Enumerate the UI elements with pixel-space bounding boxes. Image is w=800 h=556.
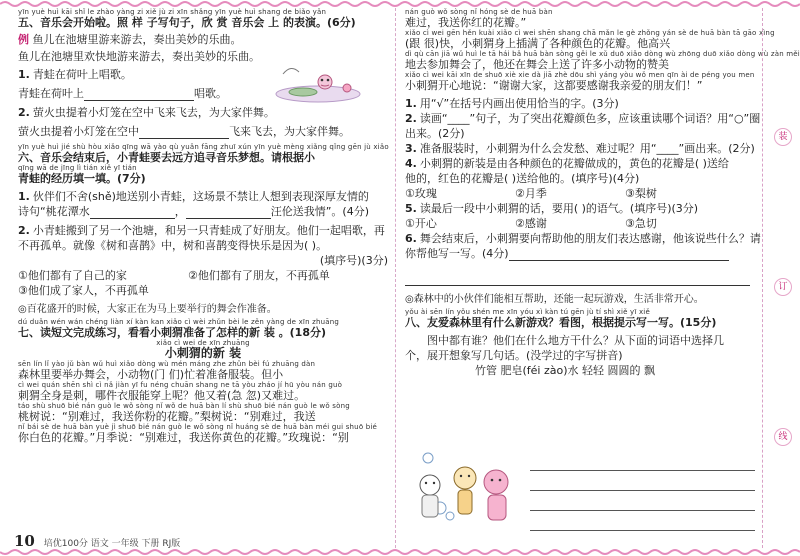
example-label: 例 — [18, 33, 29, 46]
s7-question-2b: 出来。(2分) — [405, 127, 465, 140]
s6-option-3: ③他们成了家人，不再孤单 — [18, 284, 149, 297]
workbook-spread — [0, 8, 800, 548]
binding-mark: 线 — [774, 428, 792, 446]
pinyin-line: dì qù cān jiā wǔ huì le tā hái bǎ huā bàn sòng gěi le xǔ duō xiǎo dòng wù zhōng duō xiǎo dòng wù zàn měi — [405, 50, 800, 58]
pinyin-line: xiǎo cì wei kāi xīn de shuō xiè xie dà jiā zhè dōu shì yáng yòu wǒ men qīn ài de péng you men — [405, 71, 755, 79]
section-8-title: 八、友爱森林里有什么新游戏？看图，根据提示写一写。(15分) — [405, 316, 717, 329]
story-line: 你白色的花瓣。”月季说：“别难过，我送你黄色的花瓣。”玫瑰说：“别 — [18, 431, 349, 444]
example-text-2: 鱼儿在池塘里欢快地游来游去，奏出美妙的乐曲。 — [18, 50, 260, 63]
answer-blank[interactable] — [186, 208, 271, 219]
top-wavy-border — [0, 0, 800, 8]
story-line: 地去参加舞会了，他还在舞会上送了许多小动物的赞美 — [405, 58, 669, 71]
section-6-title-2: 青蛙的经历填一填。(7分) — [18, 172, 146, 185]
s6-options-row-1: ①他们都有了自己的家 ②他们都有了朋友，不再孤单 — [18, 269, 330, 282]
story-line: 小刺猬开心地说：“谢谢大家，这都要感谢我亲爱的朋友们！” — [405, 79, 703, 92]
s6-question-2: 2. 小青蛙搬到了另一个池塘，和另一只青蛙成了好朋友。他们一起唱歌，再 — [18, 224, 385, 237]
s7-question-4: 4. 小刺猬的新装是由各种颜色的花瓣做成的，黄色的花瓣是( )送给 — [405, 157, 729, 170]
pinyin-line: nán guò wǒ sòng nǐ hóng sè de huā bàn — [405, 8, 553, 16]
example-text-1: 鱼儿在池塘里游来游去，奏出美妙的乐曲。 — [32, 33, 242, 46]
s5-answer-1[interactable]: 青蛙在荷叶上 唱歌。 — [18, 87, 227, 100]
s7-question-6-answer[interactable]: 你帮他写一写。(4分) — [405, 246, 760, 261]
pinyin-line: yīn yuè huì jié shù hòu xiǎo qīng wā yào qù yuǎn fāng zhuī xún yīn yuè mèng xiǎng qǐng gēn jù xiǎo — [18, 143, 389, 151]
pinyin-line: táo shù shuō bié nán guò le wǒ sòng nǐ wǒ de huā bàn lí shù shuō bié nán guò le wǒ sòng — [18, 402, 350, 410]
section-5-title: 五、音乐会开始啦。照 样 子写句子，欣 赏 音乐会 上 的表演。(6分) — [18, 16, 356, 29]
writing-line[interactable] — [530, 530, 755, 531]
binding-mark: 订 — [774, 278, 792, 296]
story-line: (跟 很)快，小刺猬身上插满了各种颜色的花瓣。他高兴 — [405, 37, 671, 50]
story-line: 桃树说：“别难过，我送你粉的花瓣。”梨树说：“别难过，我送 — [18, 410, 316, 423]
frog-pond-illustration — [263, 62, 363, 104]
bottom-wavy-border — [0, 548, 800, 556]
center-gutter — [395, 8, 405, 548]
pinyin-line: nǐ bái sè de huā bàn yuè jì shuō bié nán guò le wǒ sòng nǐ huáng sè de huā bàn méi gui shuō bié — [18, 423, 378, 431]
story-title: 小刺猬的新 装 — [164, 346, 242, 360]
s7-question-3: 3. 准备服装时，小刺猬为什么会发愁、难过呢？用“____”画出来。(2分) — [405, 142, 755, 155]
story-line: 森林里要举办舞会，小动物(门 们)忙着准备服装。但小 — [18, 368, 284, 381]
s5-answer-2[interactable]: 萤火虫提着小灯笼在空中 飞来飞去，为大家伴舞。 — [18, 125, 350, 138]
binding-strip — [762, 8, 800, 548]
answer-blank[interactable] — [509, 250, 729, 261]
pinyin-line: xiǎo cì wei de xīn zhuāng — [156, 339, 250, 347]
s6-question-1: 1. 伙伴们不舍(shě)地送别小青蛙，这场景不禁让人想到表现深厚友情的 — [18, 190, 369, 203]
answer-line[interactable] — [405, 275, 750, 286]
s8-word-bank: 竹管 肥皂(féi zào)水 轻轻 圆圆的 飘 — [475, 364, 656, 377]
s6-question-2b: 不再孤单。就像《树和喜鹊》中，树和喜鹊变得快乐是因为( )。 — [18, 239, 328, 252]
s7-question-5-options: ①开心 ②感谢 ③急切 — [405, 217, 657, 230]
s7-question-4b: 他的，红色的花瓣是( )送给他的。(填序号)(4分) — [405, 172, 640, 185]
binding-mark: 装 — [774, 128, 792, 146]
pinyin-line: qīng wā de jīng lì tián xiě yī tián — [18, 164, 137, 172]
example-line-1 — [18, 33, 388, 46]
pinyin-line: xiǎo cì wei gēn hěn kuài xiǎo cì wei shēn shang chā mǎn le gè zhǒng yán sè de huā bàn tā gāo xìng — [405, 29, 775, 37]
story-line: 刺猬全身是刺，哪件衣服能穿上呢？他又着(急 忽)又难过。 — [18, 389, 306, 402]
s6-question-2-score: (填序号)(3分) — [319, 254, 388, 267]
pinyin-line: yǒu ài sēn lín yǒu shén me xīn yóu xì kàn tú gēn jù tí shì xiě yī xiě — [405, 308, 650, 316]
s5-question-1: 1. 青蛙在荷叶上唱歌。 — [18, 68, 132, 81]
s5-question-2: 2. 萤火虫提着小灯笼在空中飞来飞去，为大家伴舞。 — [18, 106, 275, 119]
s7-question-6: 6. 舞会结束后，小刺猬要向帮助他的朋友们表达感谢，他该说些什么？请 — [405, 232, 761, 245]
s7-question-4-options: ①玫瑰 ②月季 ③梨树 — [405, 187, 657, 200]
s7-question-2: 2. 读画“____”句子，为了突出花瓣颜色多，应该重读哪个词语？用“○”圈 — [405, 112, 761, 125]
answer-blank[interactable] — [84, 90, 194, 101]
answer-blank[interactable] — [139, 128, 229, 139]
story-line: 难过，我送你红的花瓣。” — [405, 16, 527, 29]
writing-line[interactable] — [530, 510, 755, 511]
s8-prompt-a: 图中都有谁？他们在什么地方干什么？从下面的词语中选择几 — [427, 334, 724, 347]
page-number: 10 — [14, 532, 35, 550]
s7-question-1: 1. 用“√”在括号内画出使用恰当的字。(3分) — [405, 97, 619, 110]
transition-note: ◎森林中的小伙伴们能相互帮助，还能一起玩游戏，生活非常开心。 — [405, 294, 704, 305]
answer-blank[interactable] — [90, 208, 175, 219]
section-7-title: 七、读短文完成练习，看看小刺猬准备了怎样的新 装 。(18分) — [18, 326, 327, 339]
publisher-info: 培优100分 语文 一年级 下册 RJ版 — [43, 539, 181, 549]
pinyin-line: cì wei quán shēn shì cì nǎ jiàn yī fu néng chuān shang ne tā yòu zháo jí hū yòu nán guò — [18, 381, 343, 389]
section-6-title: 六、音乐会结束后，小青蛙要去远方追寻音乐梦想。请根据小 — [18, 151, 315, 164]
animals-bubbles-illustration — [410, 450, 515, 525]
writing-line[interactable] — [530, 470, 755, 471]
pinyin-line: dú duǎn wén wán chéng liàn xí kàn kan xiǎo cì wèi zhǔn bèi le zěn yàng de xīn zhuāng — [18, 318, 340, 326]
right-page — [405, 8, 800, 548]
transition-note: ◎百花盛开的时候，大家正在为马上要举行的舞会作准备。 — [18, 304, 277, 315]
pinyin-line: yīn yuè huì kāi shǐ le zhào yàng zi xiě jù zi xīn shǎng yīn yuè huì shang de biǎo yǎn — [18, 8, 327, 16]
s6-question-1-blank[interactable]: 诗句“桃花潭水 ， 汪伦送我情”。(4分) — [18, 205, 369, 218]
writing-line[interactable] — [530, 490, 755, 491]
left-page — [18, 8, 388, 548]
s7-question-5: 5. 读最后一段中小刺猬的话，要用( )的语气。(填序号)(3分) — [405, 202, 699, 215]
s8-prompt-b: 个，展开想象写几句话。(没学过的字写拼音) — [405, 349, 623, 362]
pinyin-line: sēn lín lǐ yào jǔ bàn wǔ huì xiǎo dòng wù mén máng zhe zhǔn bèi fú zhuāng dàn — [18, 360, 316, 368]
